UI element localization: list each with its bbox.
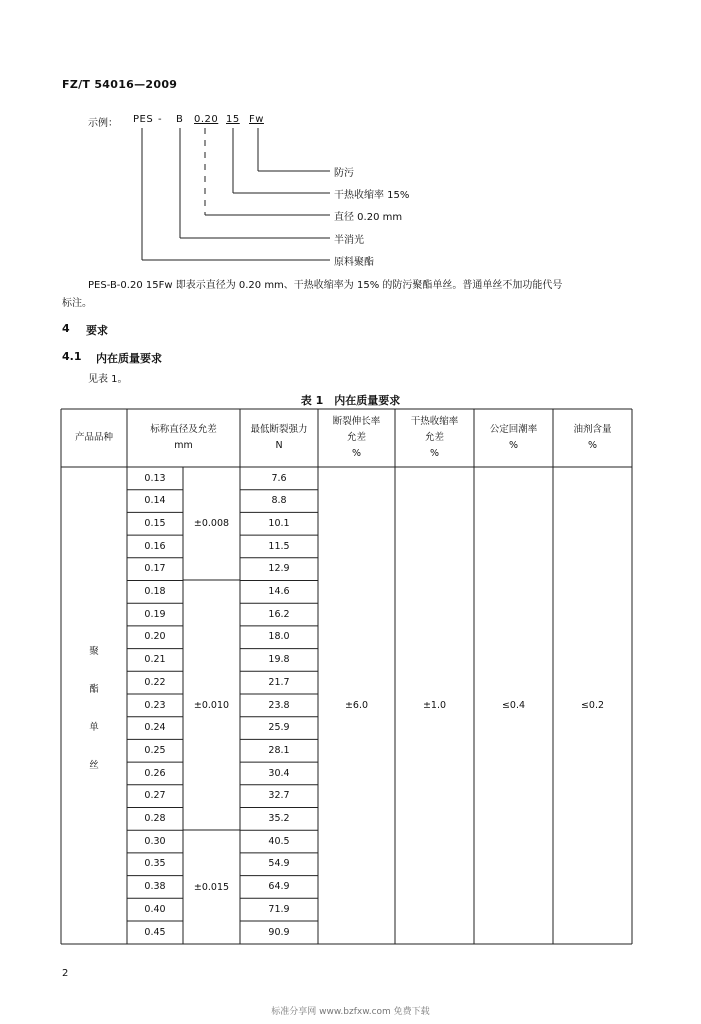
strength-cell: 10.1 bbox=[268, 517, 290, 529]
header-shrinkage-tol: 允差 bbox=[424, 432, 444, 443]
strength-cell: 64.9 bbox=[268, 881, 290, 893]
section-4-title: 要求 bbox=[86, 324, 108, 337]
header-shrinkage: 干热收缩率 bbox=[410, 416, 459, 427]
diameter-cell: 0.38 bbox=[144, 881, 166, 893]
section-4-1-title: 内在质量要求 bbox=[96, 352, 162, 365]
code-part-diameter: 0.20 bbox=[194, 114, 219, 125]
watermark-footer: 标准分享网 www.bzfxw.com 免费下载 bbox=[271, 1007, 430, 1017]
header-oil: 油剂含量 bbox=[573, 424, 612, 435]
diameter-cell: 0.45 bbox=[144, 926, 166, 938]
diameter-cell: 0.20 bbox=[144, 631, 166, 643]
example-label: 示例： bbox=[88, 118, 118, 129]
section-4-number: 4 bbox=[62, 322, 70, 335]
annotation-diameter: 直径 0.20 mm bbox=[334, 212, 403, 223]
code-part-material: PES bbox=[133, 114, 154, 125]
strength-cell: 35.2 bbox=[268, 813, 290, 824]
diameter-cell: 0.26 bbox=[144, 767, 166, 779]
diameter-cell: 0.18 bbox=[144, 586, 166, 597]
product-name-char: 酯 bbox=[89, 684, 99, 695]
elongation-value: ±6.0 bbox=[344, 700, 369, 711]
strength-cell: 21.7 bbox=[268, 676, 290, 688]
regain-value: ≤0.4 bbox=[501, 700, 526, 711]
diameter-cell: 0.24 bbox=[144, 722, 166, 734]
example-description-cont: 标注。 bbox=[62, 298, 92, 309]
header-strength: 最低断裂强力 bbox=[250, 424, 308, 435]
tolerance-group-1: ±0.008 bbox=[193, 518, 230, 529]
strength-cell: 90.9 bbox=[268, 926, 290, 938]
diameter-cell: 0.17 bbox=[144, 563, 166, 575]
strength-cell: 30.4 bbox=[268, 767, 290, 779]
strength-cell: 16.2 bbox=[268, 608, 290, 620]
strength-cell: 32.7 bbox=[268, 790, 290, 802]
strength-cell: 25.9 bbox=[268, 722, 290, 734]
product-name-char: 单 bbox=[89, 722, 99, 733]
diameter-cell: 0.15 bbox=[144, 517, 166, 529]
diameter-cell: 0.27 bbox=[144, 790, 166, 802]
diameter-cell: 0.21 bbox=[144, 654, 166, 666]
header-strength-unit: N bbox=[275, 440, 283, 451]
strength-cell: 71.9 bbox=[268, 903, 290, 915]
code-part-luster: B bbox=[176, 114, 184, 125]
diameter-cell: 0.40 bbox=[144, 903, 166, 915]
product-name-char: 丝 bbox=[89, 760, 99, 771]
diameter-cell: 0.13 bbox=[144, 472, 166, 484]
header-regain-unit: % bbox=[508, 440, 519, 451]
strength-cell: 12.9 bbox=[268, 563, 290, 575]
annotation-luster: 半消光 bbox=[334, 235, 364, 246]
tolerance-group-3: ±0.015 bbox=[193, 882, 230, 893]
diameter-cell: 0.23 bbox=[144, 699, 166, 711]
strength-cell: 14.6 bbox=[268, 586, 290, 597]
tolerance-group-2: ±0.010 bbox=[193, 700, 230, 711]
header-diameter-unit: mm bbox=[174, 440, 193, 451]
annotation-shrinkage: 干热收缩率 15% bbox=[334, 190, 410, 201]
header-elongation-tol: 允差 bbox=[346, 432, 366, 443]
strength-cell: 23.8 bbox=[268, 699, 290, 711]
diameter-cell: 0.35 bbox=[144, 858, 166, 870]
diameter-cell: 0.22 bbox=[144, 676, 166, 688]
product-name-char: 聚 bbox=[89, 646, 99, 657]
code-part-function: Fw bbox=[249, 114, 264, 125]
section-4-1-number: 4.1 bbox=[62, 350, 82, 363]
header-elongation-unit: % bbox=[351, 448, 362, 459]
page-number: 2 bbox=[62, 968, 69, 979]
diameter-cell: 0.28 bbox=[144, 813, 166, 824]
strength-cell: 8.8 bbox=[271, 495, 287, 507]
annotation-material: 原料聚酯 bbox=[334, 257, 374, 268]
code-part-dash: - bbox=[158, 114, 163, 125]
strength-cell: 19.8 bbox=[268, 654, 290, 666]
header-oil-unit: % bbox=[587, 440, 598, 451]
table-caption: 表 1 内在质量要求 bbox=[300, 394, 401, 407]
annotation-function: 防污 bbox=[334, 168, 354, 179]
standard-number: FZ/T 54016—2009 bbox=[62, 78, 178, 91]
header-product: 产品品种 bbox=[74, 432, 113, 443]
diameter-cell: 0.19 bbox=[144, 608, 166, 620]
diameter-cell: 0.25 bbox=[144, 744, 166, 756]
header-elongation: 断裂伸长率 bbox=[332, 416, 381, 427]
strength-cell: 18.0 bbox=[268, 631, 290, 643]
header-shrinkage-unit: % bbox=[429, 448, 440, 459]
diameter-cell: 0.30 bbox=[144, 835, 166, 847]
strength-cell: 28.1 bbox=[268, 744, 290, 756]
example-description: PES-B-0.20 15Fw 即表示直径为 0.20 mm、干热收缩率为 15% 的防污聚酯单丝。普通单丝不加功能代号 bbox=[88, 280, 563, 291]
strength-cell: 54.9 bbox=[268, 858, 290, 870]
diameter-cell: 0.14 bbox=[144, 495, 166, 507]
shrinkage-value: ±1.0 bbox=[422, 700, 447, 711]
strength-cell: 40.5 bbox=[268, 835, 290, 847]
oil-value: ≤0.2 bbox=[580, 700, 605, 711]
strength-cell: 11.5 bbox=[268, 540, 290, 552]
section-4-1-text: 见表 1。 bbox=[88, 374, 128, 385]
code-part-shrinkage: 15 bbox=[226, 114, 240, 125]
header-diameter: 标称直径及允差 bbox=[150, 424, 217, 435]
header-regain: 公定回潮率 bbox=[489, 424, 538, 435]
strength-cell: 7.6 bbox=[271, 472, 287, 484]
diameter-cell: 0.16 bbox=[144, 540, 166, 552]
